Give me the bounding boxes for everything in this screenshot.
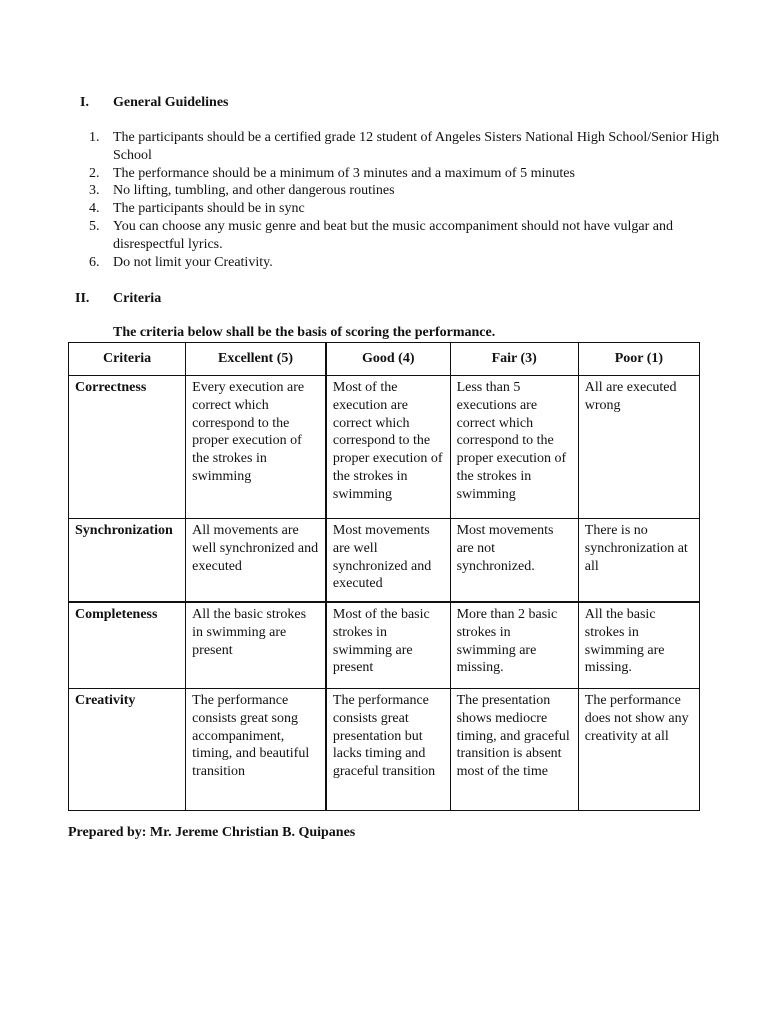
list-item: [80, 182, 720, 200]
column-header-excellent: Excellent (5): [186, 343, 326, 376]
criterion-cell: Creativity: [69, 689, 186, 811]
table-row: [69, 519, 700, 603]
list-item: [80, 218, 720, 254]
list-item-number: 5.: [89, 218, 100, 234]
poor-cell: The performance does not show any creativity at all: [578, 689, 699, 811]
list-item-number: 2.: [89, 165, 100, 181]
poor-cell: There is no synchronization at all: [578, 519, 699, 603]
table-row: [69, 376, 700, 519]
fair-cell: More than 2 basic strokes in swimming are missing.: [450, 602, 578, 689]
list-item: [80, 254, 720, 272]
list-item-text: The participants should be in sync: [113, 201, 305, 217]
list-item-text: Do not limit your Creativity.: [113, 254, 273, 270]
table-row: [69, 689, 700, 811]
column-header-good: Good (4): [326, 343, 450, 376]
table-header-row: [69, 343, 700, 376]
fair-cell: Less than 5 executions are correct which correspond to the proper execution of the strokes in swimming: [450, 376, 578, 519]
section-heading-criteria: [75, 290, 375, 308]
list-item-text: No lifting, tumbling, and other dangerous routines: [113, 183, 395, 199]
list-item: [80, 200, 720, 218]
section-title: General Guidelines: [113, 95, 229, 110]
criterion-cell: Completeness: [69, 602, 186, 689]
list-item-text: You can choose any music genre and beat but the music accompaniment should not have vulgar and disrespectful lyrics.: [113, 218, 673, 252]
section-numeral: II.: [75, 291, 90, 306]
list-item-text: The participants should be a certified grade 12 student of Angeles Sisters National High School/Senior High School: [113, 130, 720, 163]
list-item-number: 6.: [89, 254, 100, 270]
fair-cell: Most movements are not synchronized.: [450, 519, 578, 603]
prepared-by: Prepared by: Mr. Jereme Christian B. Quipanes: [68, 825, 356, 840]
section-title: Criteria: [113, 291, 162, 306]
good-cell: Most movements are well synchronized and executed: [326, 519, 450, 603]
column-header-poor: Poor (1): [578, 343, 699, 376]
fair-cell: The presentation shows mediocre timing, and graceful transition is absent most of the time: [450, 689, 578, 811]
criterion-cell: Synchronization: [69, 519, 186, 603]
list-item: [80, 165, 720, 183]
good-cell: Most of the basic strokes in swimming are present: [326, 602, 450, 689]
list-item-number: 3.: [89, 183, 100, 199]
criteria-intro: The criteria below shall be the basis of scoring the performance.: [113, 325, 496, 340]
section-heading-general-guidelines: [80, 94, 380, 112]
table-row: [69, 602, 700, 689]
poor-cell: All are executed wrong: [578, 376, 699, 519]
section-numeral: I.: [80, 95, 89, 110]
list-item-number: 1.: [89, 130, 100, 145]
column-header-criteria: Criteria: [69, 343, 186, 376]
rubric-table: [68, 342, 700, 811]
excellent-cell: All the basic strokes in swimming are present: [186, 602, 326, 689]
guidelines-list: [80, 129, 720, 271]
poor-cell: All the basic strokes in swimming are missing.: [578, 602, 699, 689]
list-item-number: 4.: [89, 201, 100, 217]
good-cell: The performance consists great presentation but lacks timing and graceful transition: [326, 689, 450, 811]
column-header-fair: Fair (3): [450, 343, 578, 376]
excellent-cell: The performance consists great song accompaniment, timing, and beautiful transition: [186, 689, 326, 811]
good-cell: Most of the execution are correct which correspond to the proper execution of the strokes in swimming: [326, 376, 450, 519]
criterion-cell: Correctness: [69, 376, 186, 519]
list-item-text: The performance should be a minimum of 3 minutes and a maximum of 5 minutes: [113, 165, 575, 181]
excellent-cell: Every execution are correct which correspond to the proper execution of the strokes in swimming: [186, 376, 326, 519]
excellent-cell: All movements are well synchronized and executed: [186, 519, 326, 603]
list-item: [80, 129, 720, 165]
